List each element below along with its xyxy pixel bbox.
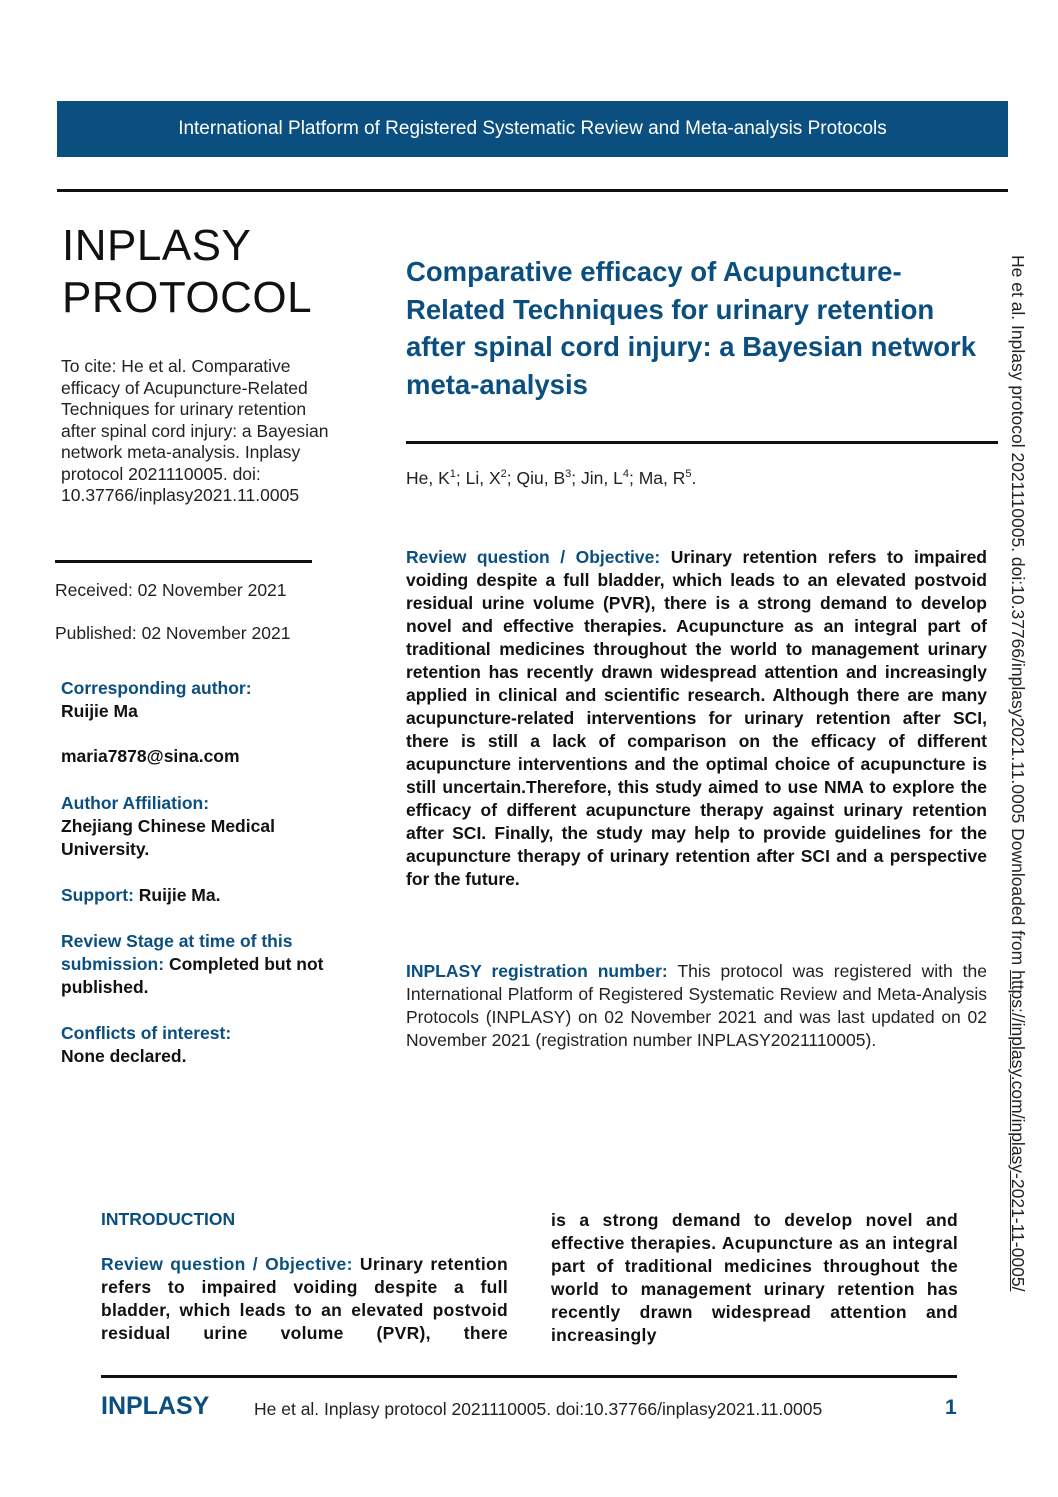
registration-label: INPLASY registration number: bbox=[406, 961, 668, 981]
introduction-column-1 bbox=[101, 1253, 508, 1345]
email-block bbox=[61, 745, 351, 768]
author-affiliation-number: 2 bbox=[500, 468, 507, 481]
review-stage-value: Completed but not published. bbox=[61, 954, 324, 997]
introduction-col2-text: is a strong demand to develop novel and effective therapies. Acupuncture as an integral part of traditional medicines throughout the world to management urinary retention has recently drawn widespread attention and increasingly bbox=[551, 1210, 958, 1345]
support-value: Ruijie Ma. bbox=[138, 885, 221, 905]
author-affiliation-number: 1 bbox=[449, 468, 456, 481]
conflicts-block bbox=[61, 1022, 351, 1068]
conflicts-value: None declared. bbox=[61, 1046, 187, 1066]
registration-text: This protocol was registered with the International Platform of Registered Systematic Review and Meta-Analysis Protocols (INPLASY) on 02 November 2021 and was last updated on 02 November 2021 (registration number INPLASY2021110005). bbox=[406, 961, 987, 1050]
registration-paragraph bbox=[406, 960, 987, 1052]
top-rule bbox=[57, 189, 1008, 192]
corresponding-author-label: Corresponding author: bbox=[61, 678, 252, 698]
author-affiliation-number: 3 bbox=[565, 468, 572, 481]
support-block bbox=[61, 884, 351, 907]
author-affiliation-number: 4 bbox=[622, 468, 629, 481]
brand-line-1: INPLASY bbox=[62, 221, 252, 270]
author-affiliation-number: 5 bbox=[685, 468, 692, 481]
received-date: Received: 02 November 2021 bbox=[55, 580, 287, 600]
author-email[interactable]: maria7878@sina.com bbox=[61, 746, 240, 766]
abstract-objective-label: Review question / Objective: bbox=[406, 547, 661, 567]
banner-text: International Platform of Registered Systematic Review and Meta-analysis Protocols bbox=[178, 118, 887, 139]
author-5: Ma, $R^5$. bbox=[638, 468, 697, 488]
footer-brand: INPLASY bbox=[101, 1392, 210, 1420]
author-4: Jin, $L^4$; bbox=[581, 468, 639, 488]
protocol-brand bbox=[62, 220, 312, 324]
affiliation-label: Author Affiliation: bbox=[61, 793, 210, 813]
introduction-objective-label: Review question / Objective: bbox=[101, 1254, 353, 1274]
author-name: Li, X bbox=[465, 468, 501, 488]
side-download-note bbox=[1007, 255, 1028, 1291]
introduction-col1-text: Urinary retention refers to impaired voiding despite a full bladder, which leads to an elevated postvoid residual urine volume (PVR), there bbox=[101, 1254, 508, 1343]
abstract-objective-text: Urinary retention refers to impaired voiding despite a full bladder, which leads to an elevated postvoid residual urine volume (PVR), there is a strong demand to develop novel and effective therapies. Acupuncture as an integral part of traditional medicines throughout the world to management urinary retention has recently drawn widespread attention and increasingly applied in clinical and scientific research. Although there are many acupuncture-related interventions for urinary retention after SCI, there is still a lack of comparison on the efficacy of different acupuncture interventions and the optimal choice of acupuncture is still uncertain.Therefore, this study aimed to use NMA to explore the efficacy of different acupuncture therapy against urinary retention after SCI. Finally, the study may help to provide guidelines for the acupuncture therapy of urinary retention after SCI and a perspective for the future. bbox=[406, 547, 987, 889]
affiliation-block bbox=[61, 792, 351, 861]
title-rule bbox=[406, 441, 998, 444]
journal-banner bbox=[57, 101, 1008, 157]
footer-rule bbox=[101, 1375, 957, 1378]
affiliation-value: Zhejiang Chinese Medical University. bbox=[61, 816, 275, 859]
introduction-column-2 bbox=[551, 1209, 958, 1347]
review-stage-block bbox=[61, 930, 336, 999]
footer-citation: He et al. Inplasy protocol 2021110005. doi:10.37766/inplasy2021.11.0005 bbox=[254, 1399, 823, 1419]
author-name: Ma, R bbox=[638, 468, 686, 488]
side-note-text: He et al. Inplasy protocol 2021110005. doi:10.37766/inplasy2021.11.0005 Downloaded from bbox=[1008, 255, 1028, 971]
left-rule bbox=[55, 560, 312, 563]
author-list bbox=[406, 468, 696, 489]
author-1: He, $K^1$; bbox=[406, 468, 466, 488]
conflicts-label: Conflicts of interest: bbox=[61, 1023, 232, 1043]
corresponding-author-block bbox=[61, 677, 351, 723]
author-name: Jin, L bbox=[581, 468, 623, 488]
download-link[interactable]: https://inplasy.com/inplasy-2021-11-0005/ bbox=[1008, 970, 1028, 1292]
corresponding-author-name: Ruijie Ma bbox=[61, 701, 138, 721]
citation-text: To cite: He et al. Comparative efficacy of Acupuncture-Related Techniques for urinary retention after spinal cord injury: a Bayesian network meta-analysis. Inplasy protocol 2021110005. doi: 10.37766/inplasy2021.11.0005 bbox=[61, 356, 329, 505]
support-label: Support: bbox=[61, 885, 134, 905]
paper-title: Comparative efficacy of Acupuncture-Related Techniques for urinary retention after spinal cord injury: a Bayesian network meta-analysis bbox=[406, 256, 977, 400]
introduction-heading: INTRODUCTION bbox=[101, 1209, 236, 1229]
author-name: Qiu, B bbox=[516, 468, 566, 488]
abstract-objective bbox=[406, 546, 987, 891]
review-stage-label: Review Stage at time of this submission: bbox=[61, 931, 293, 974]
author-3: Qiu, $B^3$; bbox=[516, 468, 582, 488]
published-date: Published: 02 November 2021 bbox=[55, 623, 291, 643]
page-number: 1 bbox=[945, 1396, 957, 1419]
brand-line-2: PROTOCOL bbox=[62, 273, 313, 322]
author-name: He, K bbox=[406, 468, 450, 488]
author-2: Li, $X^2$; bbox=[465, 468, 517, 488]
